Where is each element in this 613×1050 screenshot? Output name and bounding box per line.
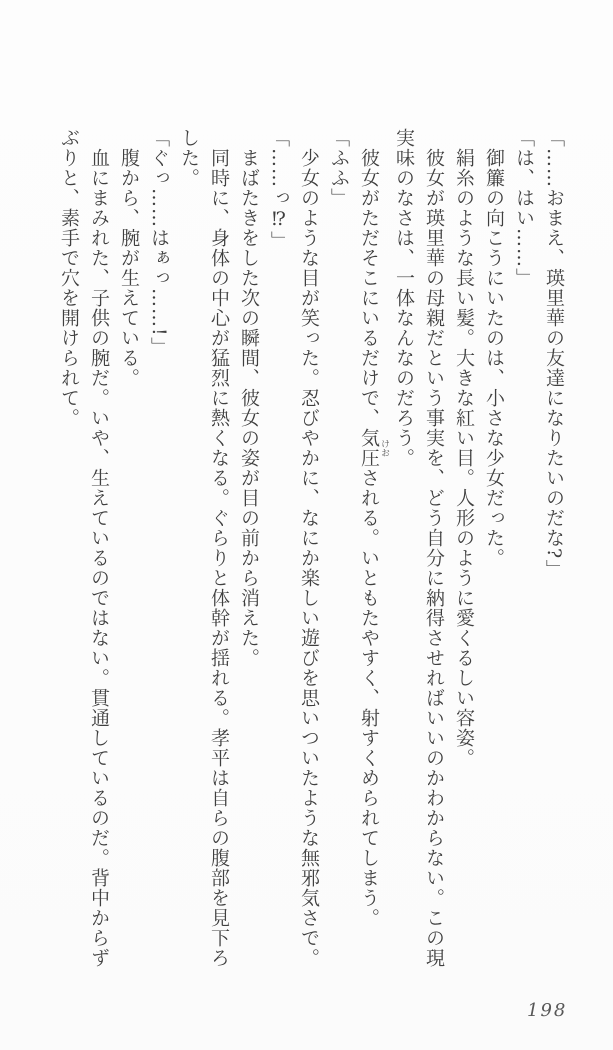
furigana-base: 気圧 xyxy=(358,428,380,468)
narrative-line-continuation: した。 xyxy=(178,128,200,188)
narrative-line: 絹糸のような長い髪。大きな紅い目。人形のように愛くるしい容姿。 xyxy=(453,148,475,768)
dialogue-line: 「ぐっ……はぁっ……!」 xyxy=(148,128,170,357)
vertical-text-block xyxy=(54,128,569,973)
narrative-line: 少女のような目が笑った。忍びやかに、なにか楽しい遊びを思いついたような無邪気さで。 xyxy=(298,148,320,968)
narrative-segment: 彼女がただそこにいるだけで、 xyxy=(358,148,380,428)
dialogue-line: 「……おまえ、瑛里華の友達になりたいのだな?」 xyxy=(543,128,565,580)
narrative-line: 腹から、腕が生えている。 xyxy=(118,148,140,388)
narrative-line: 彼女が瑛里華の母親だという事実を、どう自分に納得させればいいのかわからない。この現 xyxy=(423,148,445,968)
furigana-text: けお xyxy=(379,428,389,468)
page-number: 198 xyxy=(527,1000,568,1021)
furigana-annotation xyxy=(358,428,389,468)
narrative-line: まばたきをした次の瞬間、彼女の姿が目の前から消えた。 xyxy=(238,148,260,668)
dialogue-line: 「ふふ」 xyxy=(328,128,350,208)
narrative-line-continuation: 実味のなさは、一体なんなのだろう。 xyxy=(393,128,415,468)
narrative-segment: される。いともたやすく、射すくめられてしまう。 xyxy=(358,468,380,928)
narrative-line xyxy=(354,128,389,973)
dialogue-line: 「……っ⁉」 xyxy=(268,128,290,251)
narrative-line: 御簾の向こうにいたのは、小さな少女だった。 xyxy=(483,148,505,568)
dialogue-line: 「は、はい……」 xyxy=(513,128,535,288)
narrative-line: 同時に、身体の中心が猛烈に熱くなる。ぐらりと体幹が揺れる。孝平は自らの腹部を見下ろ xyxy=(208,148,230,968)
narrative-line: 血にまみれた、子供の腕だ。いや、生えているのではない。貫通しているのだ。背中からず xyxy=(88,148,110,968)
narrative-line-continuation: ぶりと、素手で穴を開けられて。 xyxy=(58,128,80,428)
